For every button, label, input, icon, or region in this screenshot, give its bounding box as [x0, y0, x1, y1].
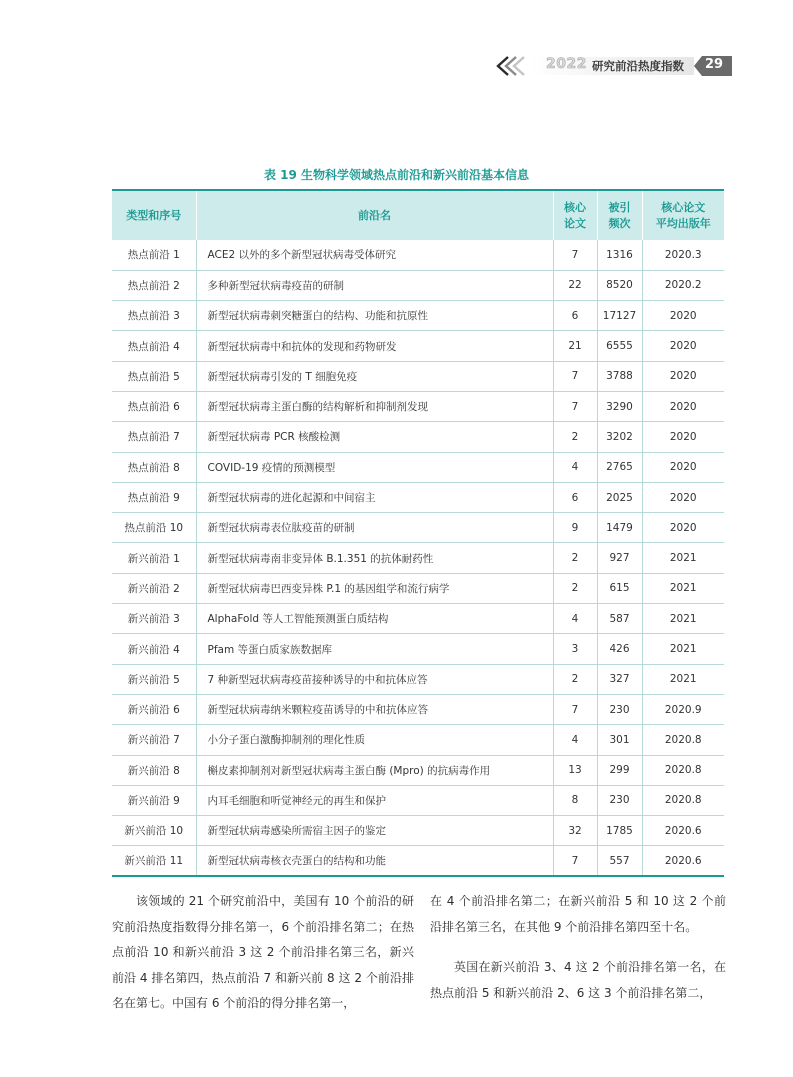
header-core-papers: 核心 论文: [553, 190, 597, 240]
row-type: 新兴前沿 7: [112, 725, 196, 755]
row-core-papers: 2: [553, 664, 597, 694]
body-text-right: [430, 889, 726, 1006]
table-caption: 表 19 生物科学领域热点前沿和新兴前沿基本信息: [263, 168, 530, 182]
row-avg-year: 2020.2: [642, 270, 724, 300]
row-frontier-name: 槲皮素抑制剂对新型冠状病毒主蛋白酶 (Mpro) 的抗病毒作用: [196, 755, 553, 785]
row-type: 新兴前沿 1: [112, 543, 196, 573]
row-type: 新兴前沿 8: [112, 755, 196, 785]
row-core-papers: 8: [553, 785, 597, 815]
table-row: [112, 452, 724, 482]
row-avg-year: 2021: [642, 664, 724, 694]
table-row: [112, 270, 724, 300]
row-type: 新兴前沿 4: [112, 634, 196, 664]
table-row: [112, 604, 724, 634]
row-frontier-name: 新型冠状病毒南非变异体 B.1.351 的抗体耐药性: [196, 543, 553, 573]
row-avg-year: 2020.6: [642, 816, 724, 846]
row-type: 热点前沿 9: [112, 482, 196, 512]
row-core-papers: 6: [553, 301, 597, 331]
row-avg-year: 2021: [642, 543, 724, 573]
table-row: [112, 543, 724, 573]
row-core-papers: 7: [553, 361, 597, 391]
row-avg-year: 2020.9: [642, 694, 724, 724]
row-core-papers: 7: [553, 846, 597, 876]
row-frontier-name: 新型冠状病毒引发的 T 细胞免疫: [196, 361, 553, 391]
row-citations: 1316: [597, 240, 642, 270]
row-frontier-name: 新型冠状病毒刺突糖蛋白的结构、功能和抗原性: [196, 301, 553, 331]
row-type: 新兴前沿 10: [112, 816, 196, 846]
row-avg-year: 2020: [642, 513, 724, 543]
row-citations: 557: [597, 846, 642, 876]
row-type: 新兴前沿 6: [112, 694, 196, 724]
row-type: 热点前沿 3: [112, 301, 196, 331]
table-header-row: [112, 190, 724, 240]
paragraph: 英国在新兴前沿 3、4 这 2 个前沿排名第一名，在热点前沿 5 和新兴前沿 2、6 这 3 个前沿排名第二，: [430, 960, 726, 1000]
row-avg-year: 2020.6: [642, 846, 724, 876]
row-type: 热点前沿 7: [112, 422, 196, 452]
row-frontier-name: 新型冠状病毒中和抗体的发现和药物研发: [196, 331, 553, 361]
table-row: [112, 422, 724, 452]
row-core-papers: 4: [553, 452, 597, 482]
row-citations: 1785: [597, 816, 642, 846]
row-avg-year: 2021: [642, 604, 724, 634]
row-avg-year: 2020: [642, 301, 724, 331]
table-row: [112, 301, 724, 331]
row-core-papers: 2: [553, 573, 597, 603]
row-avg-year: 2021: [642, 573, 724, 603]
row-type: 热点前沿 6: [112, 391, 196, 421]
row-avg-year: 2020: [642, 422, 724, 452]
row-citations: 299: [597, 755, 642, 785]
table-row: [112, 725, 724, 755]
row-frontier-name: 新型冠状病毒核衣壳蛋白的结构和功能: [196, 846, 553, 876]
paragraph: 该领域的 21 个研究前沿中，美国有 10 个前沿的研究前沿热度指数得分排名第一，6 个前沿排名第二；在热点前沿 10 和新兴前沿 3 这 2 个前沿排名第三名，新兴前沿 4 排名第四，热点前沿 7 和新兴前 8 这 2 个前沿排名在第七。中国有 6 个前沿的得分排名第一，: [112, 894, 414, 1010]
row-frontier-name: Pfam 等蛋白质家族数据库: [196, 634, 553, 664]
row-type: 新兴前沿 3: [112, 604, 196, 634]
row-type: 热点前沿 10: [112, 513, 196, 543]
table-row: [112, 664, 724, 694]
table-row: [112, 634, 724, 664]
row-citations: 3788: [597, 361, 642, 391]
row-frontier-name: 新型冠状病毒的进化起源和中间宿主: [196, 482, 553, 512]
row-core-papers: 2: [553, 543, 597, 573]
table-row: [112, 240, 724, 270]
row-avg-year: 2020: [642, 391, 724, 421]
row-citations: 587: [597, 604, 642, 634]
row-citations: 17127: [597, 301, 642, 331]
row-avg-year: 2020: [642, 452, 724, 482]
row-type: 热点前沿 2: [112, 270, 196, 300]
row-core-papers: 21: [553, 331, 597, 361]
row-core-papers: 13: [553, 755, 597, 785]
row-avg-year: 2020.8: [642, 755, 724, 785]
table-row: [112, 573, 724, 603]
header-frontier-name: 前沿名: [196, 190, 553, 240]
row-avg-year: 2020: [642, 331, 724, 361]
row-type: 热点前沿 5: [112, 361, 196, 391]
row-avg-year: 2020: [642, 361, 724, 391]
row-avg-year: 2020.8: [642, 785, 724, 815]
double-chevron-left-icon: [494, 55, 534, 77]
row-frontier-name: 内耳毛细胞和听觉神经元的再生和保护: [196, 785, 553, 815]
row-citations: 1479: [597, 513, 642, 543]
row-type: 热点前沿 8: [112, 452, 196, 482]
row-core-papers: 3: [553, 634, 597, 664]
row-citations: 230: [597, 785, 642, 815]
row-citations: 301: [597, 725, 642, 755]
table-row: [112, 513, 724, 543]
row-type: 新兴前沿 11: [112, 846, 196, 876]
row-citations: 6555: [597, 331, 642, 361]
table-row: [112, 331, 724, 361]
running-header: [494, 52, 732, 80]
row-type: 新兴前沿 5: [112, 664, 196, 694]
row-avg-year: 2021: [642, 634, 724, 664]
row-frontier-name: COVID-19 疫情的预测模型: [196, 452, 553, 482]
row-avg-year: 2020.3: [642, 240, 724, 270]
row-frontier-name: 新型冠状病毒纳米颗粒疫苗诱导的中和抗体应答: [196, 694, 553, 724]
row-citations: 927: [597, 543, 642, 573]
row-type: 热点前沿 1: [112, 240, 196, 270]
row-type: 热点前沿 4: [112, 331, 196, 361]
table-row: [112, 361, 724, 391]
row-citations: 3290: [597, 391, 642, 421]
table-row: [112, 816, 724, 846]
body-text-left: [112, 889, 414, 1017]
table-row: [112, 391, 724, 421]
row-citations: 2025: [597, 482, 642, 512]
row-citations: 327: [597, 664, 642, 694]
row-core-papers: 6: [553, 482, 597, 512]
table-row: [112, 482, 724, 512]
row-frontier-name: 小分子蛋白激酶抑制剂的理化性质: [196, 725, 553, 755]
table-row: [112, 755, 724, 785]
row-core-papers: 32: [553, 816, 597, 846]
row-avg-year: 2020: [642, 482, 724, 512]
row-citations: 8520: [597, 270, 642, 300]
row-core-papers: 4: [553, 725, 597, 755]
row-frontier-name: 多种新型冠状病毒疫苗的研制: [196, 270, 553, 300]
row-citations: 2765: [597, 452, 642, 482]
row-citations: 426: [597, 634, 642, 664]
row-citations: 615: [597, 573, 642, 603]
row-frontier-name: ACE2 以外的多个新型冠状病毒受体研究: [196, 240, 553, 270]
row-frontier-name: 新型冠状病毒感染所需宿主因子的鉴定: [196, 816, 553, 846]
row-frontier-name: 7 种新型冠状病毒疫苗接种诱导的中和抗体应答: [196, 664, 553, 694]
row-core-papers: 7: [553, 391, 597, 421]
header-year: 2022: [546, 56, 587, 72]
row-avg-year: 2020.8: [642, 725, 724, 755]
paragraph: 在 4 个前沿排名第二；在新兴前沿 5 和 10 这 2 个前沿排名第三名，在其他 9 个前沿排名第四至十名。: [430, 894, 726, 934]
row-citations: 3202: [597, 422, 642, 452]
row-frontier-name: 新型冠状病毒 PCR 核酸检测: [196, 422, 553, 452]
row-core-papers: 9: [553, 513, 597, 543]
row-core-papers: 22: [553, 270, 597, 300]
row-core-papers: 2: [553, 422, 597, 452]
table-row: [112, 785, 724, 815]
row-frontier-name: 新型冠状病毒主蛋白酶的结构解析和抑制剂发现: [196, 391, 553, 421]
table-row: [112, 846, 724, 876]
header-title: 研究前沿热度指数: [592, 59, 684, 73]
header-citations: 被引 频次: [597, 190, 642, 240]
header-type: 类型和序号: [112, 190, 196, 240]
row-type: 新兴前沿 2: [112, 573, 196, 603]
page-number: 29: [705, 57, 724, 72]
frontier-table: [112, 189, 724, 877]
row-frontier-name: 新型冠状病毒巴西变异株 P.1 的基因组学和流行病学: [196, 573, 553, 603]
row-frontier-name: AlphaFold 等人工智能预测蛋白质结构: [196, 604, 553, 634]
row-core-papers: 4: [553, 604, 597, 634]
table-row: [112, 694, 724, 724]
row-type: 新兴前沿 9: [112, 785, 196, 815]
row-core-papers: 7: [553, 240, 597, 270]
row-citations: 230: [597, 694, 642, 724]
row-core-papers: 7: [553, 694, 597, 724]
row-frontier-name: 新型冠状病毒表位肽疫苗的研制: [196, 513, 553, 543]
header-avg-year: 核心论文 平均出版年: [642, 190, 724, 240]
